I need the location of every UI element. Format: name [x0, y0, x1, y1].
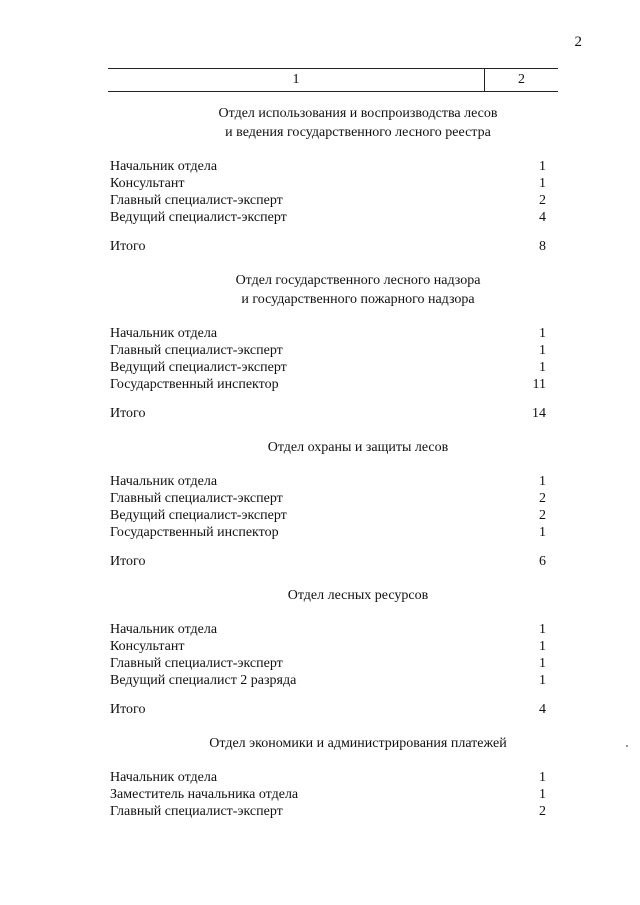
position-count: 1	[539, 343, 546, 358]
position-count: 1	[539, 656, 546, 671]
position-label: Начальник отдела	[110, 474, 218, 489]
position-label: Главный специалист-эксперт	[110, 491, 283, 506]
position-label: Государственный инспектор	[110, 377, 279, 392]
position-row	[110, 507, 546, 524]
position-label: Заместитель начальника отдела	[110, 787, 299, 802]
staff-list	[110, 104, 546, 820]
position-row	[110, 786, 546, 803]
position-row	[110, 621, 546, 638]
department-title-line: Отдел использования и воспроизводства лесов	[218, 106, 498, 121]
department-title-line: Отдел экономики и администрирования платежей	[209, 736, 507, 751]
position-label: Ведущий специалист 2 разряда	[110, 673, 297, 688]
position-row	[110, 209, 546, 226]
position-row	[110, 769, 546, 786]
position-count: 2	[539, 491, 546, 506]
department-section	[110, 104, 546, 255]
position-row	[110, 376, 546, 393]
total-count: 8	[539, 239, 546, 254]
position-label: Главный специалист-эксперт	[110, 193, 283, 208]
position-row	[110, 473, 546, 490]
column-header-2: 2	[518, 72, 525, 87]
department-title-line: Отдел лесных ресурсов	[287, 588, 429, 603]
table-column-header	[108, 68, 558, 92]
department-title-line: Отдел государственного лесного надзора	[235, 273, 481, 288]
department-title	[110, 104, 546, 142]
total-count: 14	[532, 406, 546, 421]
position-label: Главный специалист-эксперт	[110, 804, 283, 819]
total-label: Итого	[110, 554, 146, 569]
position-count: 2	[539, 804, 546, 819]
scan-speck	[626, 745, 628, 747]
position-count: 1	[539, 622, 546, 637]
total-count: 4	[539, 702, 546, 717]
position-count: 1	[539, 770, 546, 785]
position-count: 2	[539, 508, 546, 523]
position-label: Государственный инспектор	[110, 525, 279, 540]
total-row	[110, 405, 546, 422]
department-section	[110, 271, 546, 422]
position-row	[110, 359, 546, 376]
department-title	[110, 438, 546, 457]
total-label: Итого	[110, 702, 146, 717]
position-row	[110, 325, 546, 342]
position-count: 11	[532, 377, 546, 392]
total-row	[110, 238, 546, 255]
position-label: Консультант	[110, 176, 185, 191]
page-number: 2	[574, 34, 582, 50]
position-row	[110, 490, 546, 507]
position-row	[110, 342, 546, 359]
position-count: 1	[539, 673, 546, 688]
position-count: 1	[539, 159, 546, 174]
position-label: Начальник отдела	[110, 622, 218, 637]
department-title-line: Отдел охраны и защиты лесов	[267, 440, 449, 455]
total-label: Итого	[110, 406, 146, 421]
position-label: Ведущий специалист-эксперт	[110, 210, 287, 225]
position-row	[110, 158, 546, 175]
position-row	[110, 655, 546, 672]
department-section	[110, 438, 546, 570]
position-count: 1	[539, 787, 546, 802]
position-row	[110, 803, 546, 820]
position-count: 1	[539, 639, 546, 654]
position-label: Начальник отдела	[110, 770, 218, 785]
department-title-line: и государственного пожарного надзора	[241, 292, 475, 307]
position-label: Главный специалист-эксперт	[110, 656, 283, 671]
position-row	[110, 175, 546, 192]
column-header-1: 1	[292, 72, 300, 87]
position-count: 1	[539, 176, 546, 191]
position-row	[110, 192, 546, 209]
position-row	[110, 524, 546, 541]
position-label: Начальник отдела	[110, 159, 218, 174]
position-count: 1	[539, 474, 546, 489]
department-title	[110, 271, 546, 309]
position-label: Ведущий специалист-эксперт	[110, 508, 287, 523]
position-label: Главный специалист-эксперт	[110, 343, 283, 358]
position-label: Ведущий специалист-эксперт	[110, 360, 287, 375]
position-row	[110, 638, 546, 655]
department-title-line: и ведения государственного лесного реестра	[225, 125, 491, 140]
department-title	[110, 586, 546, 605]
position-count: 2	[539, 193, 546, 208]
position-count: 4	[539, 210, 546, 225]
total-row	[110, 701, 546, 718]
position-row	[110, 672, 546, 689]
position-count: 1	[539, 360, 546, 375]
position-label: Консультант	[110, 639, 185, 654]
total-label: Итого	[110, 239, 146, 254]
department-title	[110, 734, 546, 753]
total-row	[110, 553, 546, 570]
position-count: 1	[539, 326, 546, 341]
department-section	[110, 586, 546, 718]
position-count: 1	[539, 525, 546, 540]
position-label: Начальник отдела	[110, 326, 218, 341]
total-count: 6	[539, 554, 546, 569]
department-section	[110, 734, 546, 820]
